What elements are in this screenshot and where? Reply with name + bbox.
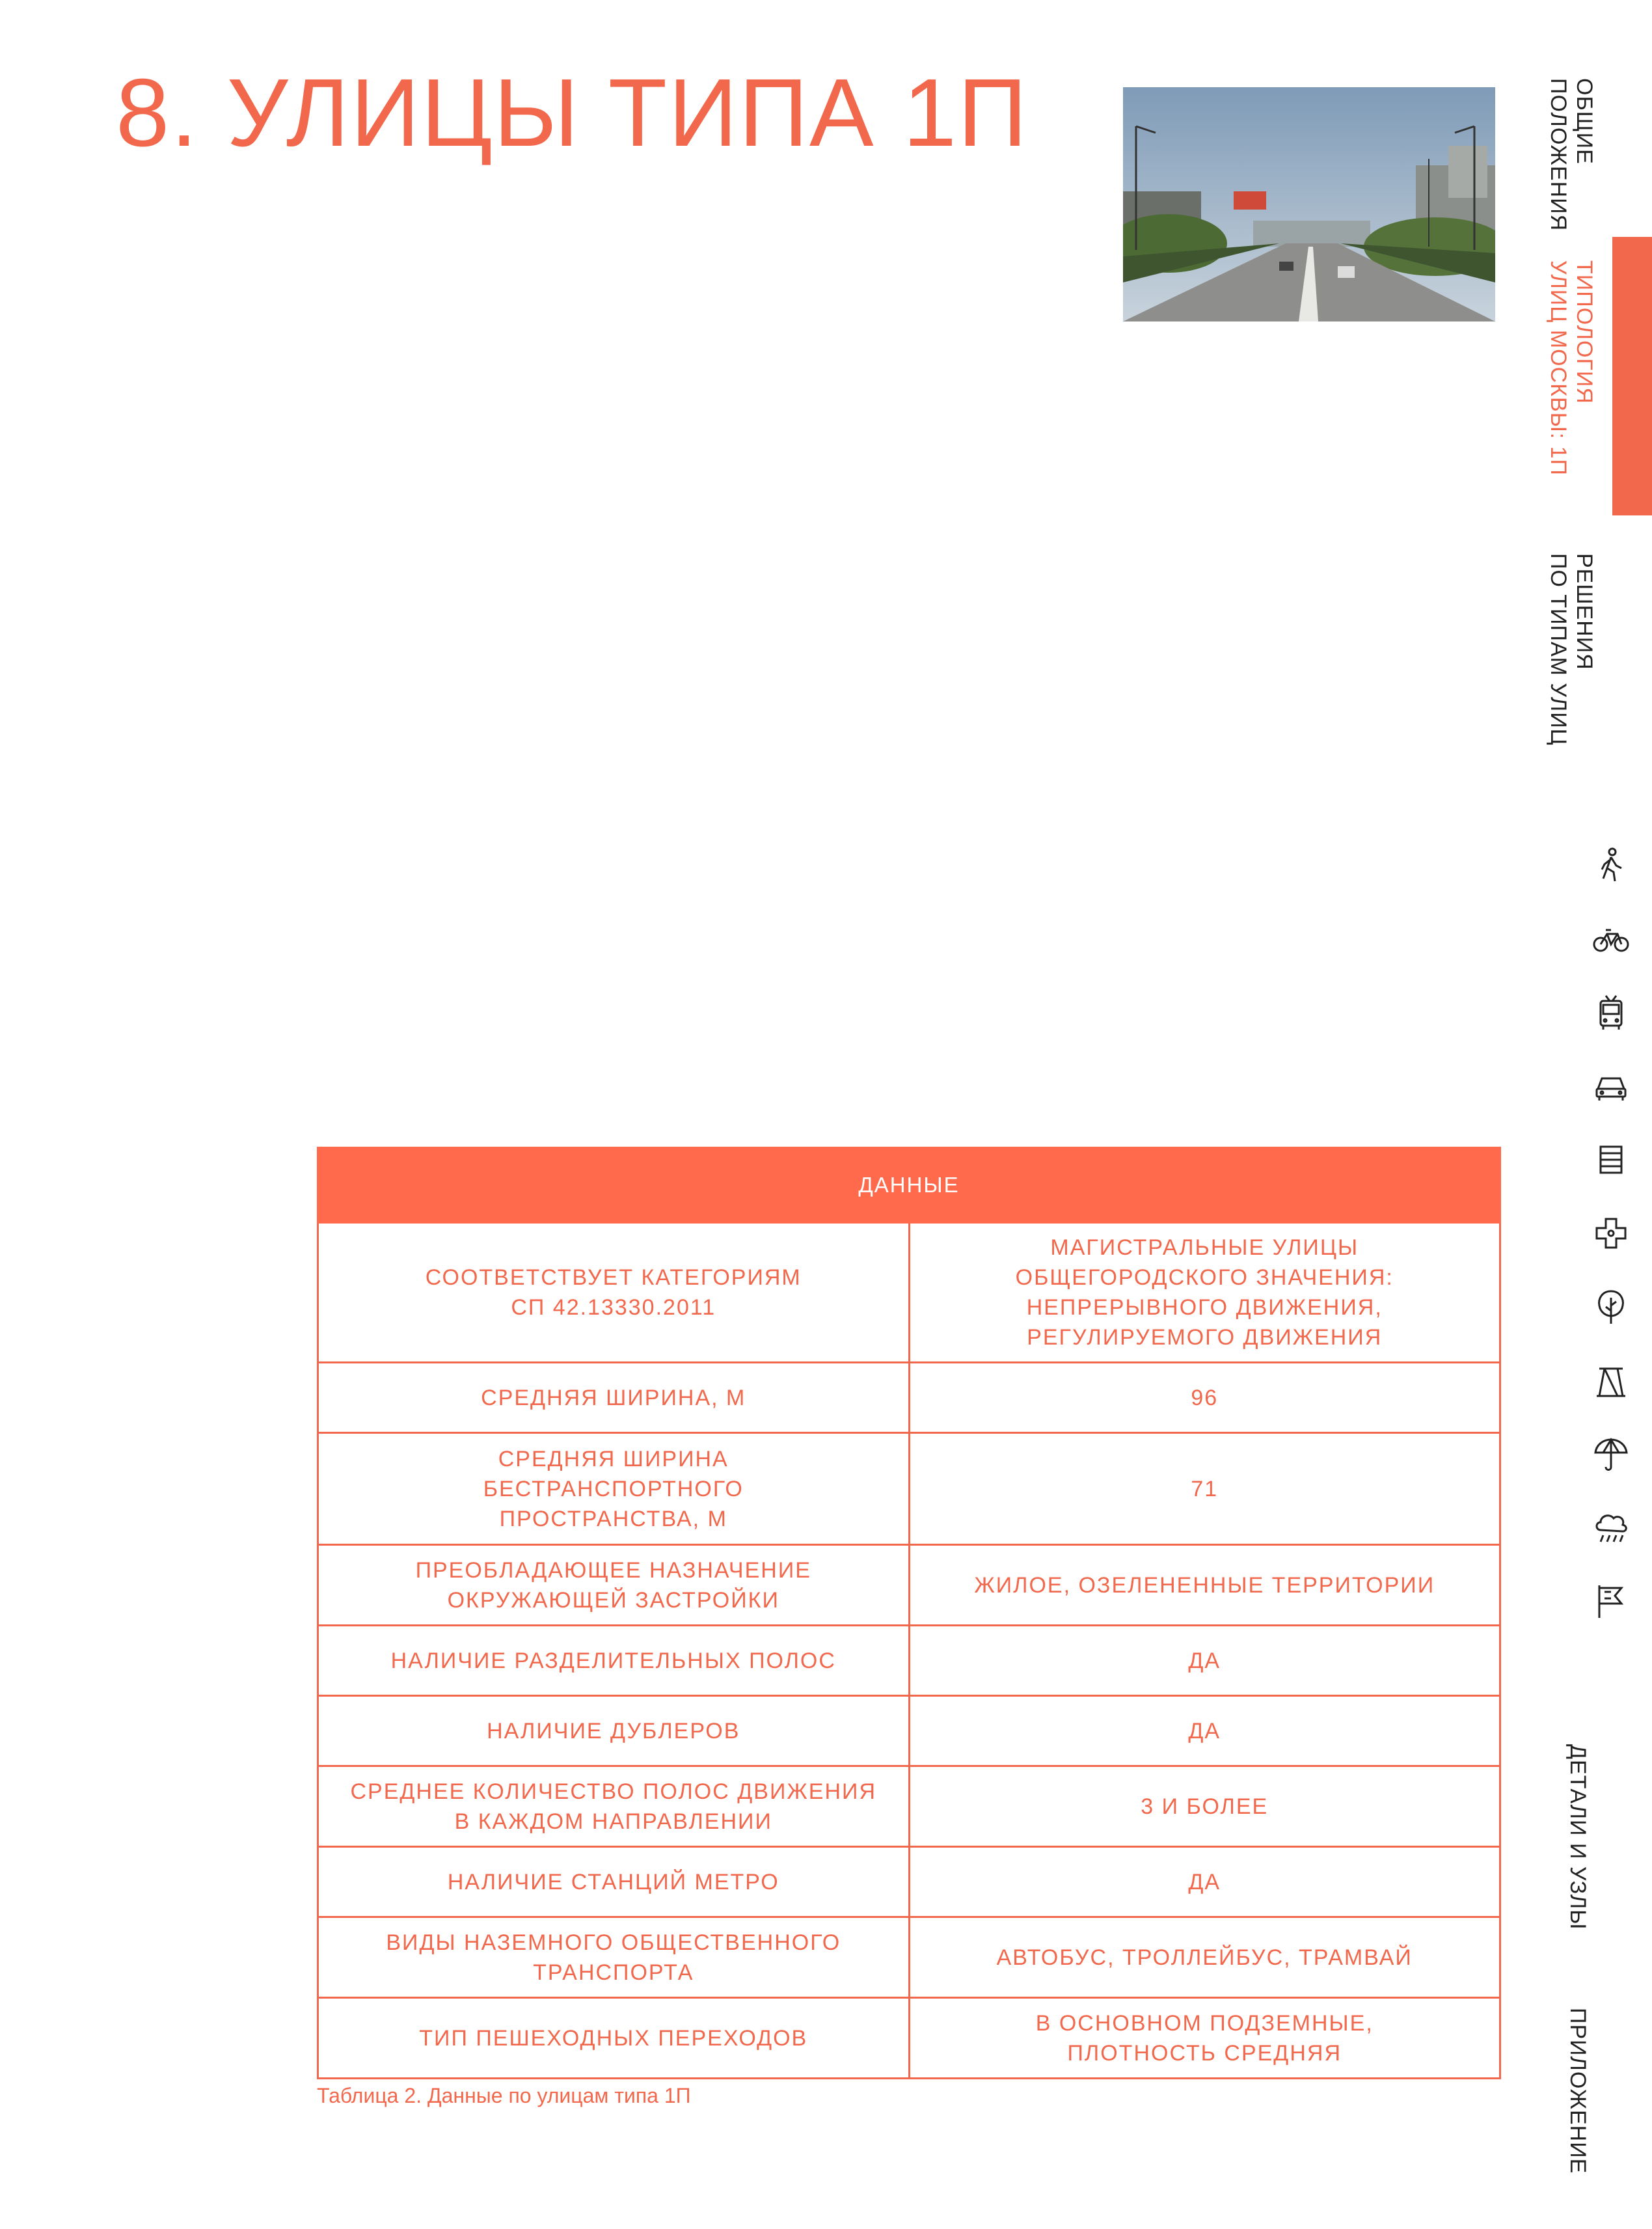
- car-icon[interactable]: [1591, 1067, 1631, 1106]
- cross-icon[interactable]: [1591, 1214, 1631, 1253]
- flag-icon[interactable]: [1591, 1581, 1631, 1620]
- table-row: [318, 1998, 1500, 2079]
- rain-cloud-icon[interactable]: [1591, 1508, 1631, 1547]
- row-label: НАЛИЧИЕ ДУБЛЕРОВ: [318, 1696, 910, 1766]
- row-value: ДА: [909, 1626, 1500, 1696]
- table-row: [318, 1696, 1500, 1766]
- street-photo: [1123, 87, 1495, 321]
- row-label: НАЛИЧИЕ СТАНЦИЙ МЕТРО: [318, 1847, 910, 1917]
- data-table: [317, 1147, 1501, 2079]
- row-value: АВТОБУС, ТРОЛЛЕЙБУС, ТРАМВАЙ: [909, 1917, 1500, 1998]
- table-row: [318, 1766, 1500, 1847]
- nav-active-indicator: [1612, 237, 1652, 515]
- row-label: НАЛИЧИЕ РАЗДЕЛИТЕЛЬНЫХ ПОЛОС: [318, 1626, 910, 1696]
- nav-solutions[interactable]: РЕШЕНИЯ ПО ТИПАМ УЛИЦ: [1546, 553, 1597, 746]
- table-header: ДАННЫЕ: [318, 1148, 1500, 1223]
- row-value: 71: [909, 1433, 1500, 1545]
- row-value: ДА: [909, 1696, 1500, 1766]
- table-body: [318, 1223, 1500, 2079]
- lanes-icon[interactable]: [1591, 1140, 1631, 1179]
- pedestrian-icon[interactable]: [1591, 846, 1631, 885]
- page-title: 8. УЛИЦЫ ТИПА 1П: [116, 59, 1029, 167]
- row-label: СООТВЕТСТВУЕТ КАТЕГОРИЯМ СП 42.13330.2011: [318, 1223, 910, 1363]
- table-row: [318, 1847, 1500, 1917]
- row-value: ЖИЛОЕ, ОЗЕЛЕНЕННЫЕ ТЕРРИТОРИИ: [909, 1545, 1500, 1626]
- row-value: МАГИСТРАЛЬНЫЕ УЛИЦЫ ОБЩЕГОРОДСКОГО ЗНАЧЕНИЯ: НЕПРЕРЫВНОГО ДВИЖЕНИЯ, РЕГУЛИРУЕМОГО ДВИЖЕНИЯ: [909, 1223, 1500, 1363]
- table-row: [318, 1917, 1500, 1998]
- kiosk-icon[interactable]: [1591, 1361, 1631, 1400]
- row-label: СРЕДНЕЕ КОЛИЧЕСТВО ПОЛОС ДВИЖЕНИЯ В КАЖДОМ НАПРАВЛЕНИИ: [318, 1766, 910, 1847]
- nav-general[interactable]: ОБЩИЕ ПОЛОЖЕНИЯ: [1546, 78, 1597, 232]
- row-label: ТИП ПЕШЕХОДНЫХ ПЕРЕХОДОВ: [318, 1998, 910, 2079]
- row-value: В ОСНОВНОМ ПОДЗЕМНЫЕ, ПЛОТНОСТЬ СРЕДНЯЯ: [909, 1998, 1500, 2079]
- table-row: [318, 1363, 1500, 1433]
- nav-details[interactable]: ДЕТАЛИ И УЗЛЫ: [1565, 1744, 1590, 1930]
- nav-typology[interactable]: ТИПОЛОГИЯ УЛИЦ МОСКВЫ: 1П: [1546, 260, 1597, 476]
- row-value: ДА: [909, 1847, 1500, 1917]
- tree-icon[interactable]: [1591, 1287, 1631, 1326]
- row-label: СРЕДНЯЯ ШИРИНА, М: [318, 1363, 910, 1433]
- table-row: [318, 1433, 1500, 1545]
- table-row: [318, 1626, 1500, 1696]
- table-caption: Таблица 2. Данные по улицам типа 1П: [317, 2084, 691, 2107]
- table-row: [318, 1545, 1500, 1626]
- row-value: 3 И БОЛЕЕ: [909, 1766, 1500, 1847]
- row-value: 96: [909, 1363, 1500, 1433]
- row-label: СРЕДНЯЯ ШИРИНА БЕСТРАНСПОРТНОГО ПРОСТРАНСТВА, М: [318, 1433, 910, 1545]
- row-label: ВИДЫ НАЗЕМНОГО ОБЩЕСТВЕННОГО ТРАНСПОРТА: [318, 1917, 910, 1998]
- nav-appendix[interactable]: ПРИЛОЖЕНИЕ: [1565, 2008, 1590, 2174]
- row-label: ПРЕОБЛАДАЮЩЕЕ НАЗНАЧЕНИЕ ОКРУЖАЮЩЕЙ ЗАСТРОЙКИ: [318, 1545, 910, 1626]
- trolleybus-icon[interactable]: [1591, 993, 1631, 1032]
- umbrella-icon[interactable]: [1591, 1434, 1631, 1473]
- bicycle-icon[interactable]: [1591, 920, 1631, 959]
- table-header-row: [318, 1148, 1500, 1223]
- table-row: [318, 1223, 1500, 1363]
